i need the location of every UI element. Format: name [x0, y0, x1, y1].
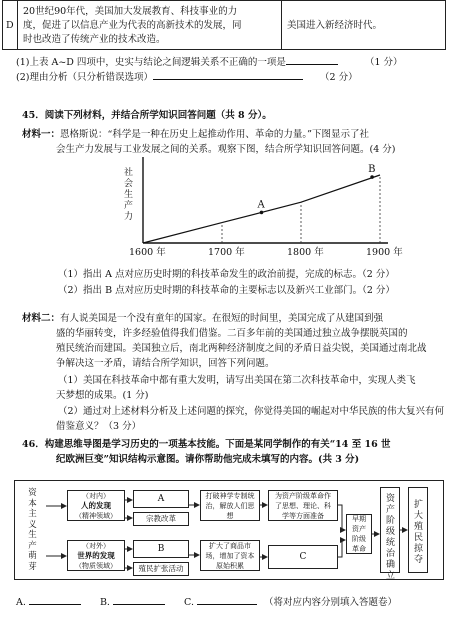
box-world-3: （物质领域） — [75, 561, 117, 570]
box-c-label: C — [299, 552, 307, 562]
table-row-left-2: 度，促进了以信息产业为代表的高新技术的发展，同 — [23, 20, 242, 31]
q44-line1-text: (1)上表 A~D 四项中，史实与结论之间逻辑关系不正确的一项是 — [16, 57, 286, 68]
box-rule-label: 资产阶级统治确立 — [385, 494, 395, 581]
q45-title: 45．阅读下列材料，并结合所学知识回答问题（共 8 分）。 — [22, 110, 272, 121]
q45-material2-label: 材料二： — [22, 313, 61, 324]
chart-x-tick: 1600 年 — [129, 247, 166, 258]
q45-material1-line2: 会生产力发展与工业发展之间的关系。观察下图，结合所学知识回答问题。(4 分) — [56, 144, 396, 155]
q46-title-line2: 纪欧洲巨变”知识结构示意图。请你帮助他完成未填写的内容。(共 3 分) — [56, 454, 360, 465]
box-colony-label: 扩大殖民掠夺 — [413, 500, 423, 565]
q45-m2q2-line1: （2）通过对上述材料分析及上述问题的探究，你觉得美国的崛起对中华民族的伟大复兴有何 — [58, 406, 445, 417]
q45-material2-line4: 争解决这一矛盾，请结合所学知识，回答下列问题。 — [56, 358, 275, 369]
q45-material1-line1: 恩格斯说：“科学是一种在历史上起推动作用、革命的力量。”下图显示了社 — [60, 129, 369, 140]
q45-m2q1-line2: 天梦想的成果。(1 分) — [56, 390, 149, 401]
answer-note: （将对应内容分别填入答题卷） — [264, 597, 398, 608]
chart-ylabel: 社会生产力 — [123, 168, 133, 222]
box-a-label: A — [157, 494, 165, 504]
table-row-letter: D — [6, 20, 14, 31]
box-mid1-label: 打破神学专制统治，解放人们思想 — [205, 491, 255, 520]
chart-x-tick: 1700 年 — [208, 247, 245, 258]
box-human-2: 人的发现 — [81, 500, 111, 510]
q46-answers — [16, 594, 397, 610]
box-bot-mid-label: 扩大了商品市场，增加了资本原始积累 — [205, 541, 255, 570]
q44-line2-score: （2 分） — [320, 72, 358, 83]
q45-q1: （1）指出 A 点对应历史时期的科技革命发生的政治前提，完成的标志。（2 分） — [58, 269, 395, 280]
answer-a-blank[interactable] — [29, 594, 81, 605]
q44-line1-score: （1 分） — [364, 57, 403, 68]
box-human-1: （对内） — [82, 491, 110, 500]
box-mid2-label: 为资产阶级革命作了思想、理论、科学等方面准备 — [275, 491, 331, 520]
answer-b-blank[interactable] — [113, 594, 165, 605]
answer-c-label: C. — [184, 597, 194, 608]
table-row-left-3: 时也改造了传统产业的技术改造。 — [23, 34, 166, 45]
q45-m2q1-line1: （1）美国在科技革命中都有重大发明，请写出美国在第二次科技革命中，实现人类飞 — [58, 375, 416, 386]
box-revolution-label: 早期资产阶级革命 — [352, 515, 366, 553]
q45-material1-label: 材料一： — [22, 129, 61, 140]
q45-q2: （2）指出 B 点对应历史时期的科技革命的主要标志以及新兴工业部门。（2 分） — [58, 285, 395, 296]
box-b-label: B — [157, 544, 165, 554]
chart-x-tick: 1900 年 — [366, 247, 403, 258]
box-colonial-label: 殖民扩张活动 — [138, 564, 184, 573]
answer-c-blank[interactable] — [197, 594, 257, 605]
box-religion-label: 宗教改革 — [146, 514, 176, 523]
mindmap-left-col: 资本主义生产萌芽 — [28, 488, 37, 572]
box-world-2: 世界的发现 — [77, 550, 115, 560]
table-row-right: 美国进入新经济时代。 — [287, 20, 383, 31]
box-world-1: （对外） — [82, 541, 110, 550]
answer-b-label: B. — [99, 597, 110, 608]
q44-line2-text: (2)理由分析（只分析错误选项） — [16, 72, 153, 83]
q45-material2-line2: 盛的华丽转变，许多经验值得我们借鉴。二百多年前的美国通过独立战争摆脱英国的 — [56, 328, 408, 339]
box-human-3: （精神领域） — [75, 511, 117, 520]
q45-m2q2-line2: 借鉴意义？（3 分） — [56, 421, 142, 432]
answer-a-label: A. — [16, 597, 26, 608]
q45-material2-line1: 有人说美国是一个没有童年的国家。在很短的时间里，美国完成了从建国到强 — [60, 313, 384, 324]
chart-x-tick: 1800 年 — [287, 247, 324, 258]
chart-point-label: A — [257, 199, 265, 211]
chart-point-label: B — [368, 164, 376, 176]
q46-title-line1: 46．构建思维导图是学习历史的一项基本技能。下面是某同学制作的有关“14 至 16 世 — [22, 439, 391, 450]
q45-material2-line3: 殖民统治而建国。美国独立后，南北两种经济制度之间的矛盾日益尖锐，美国通过南北战 — [56, 343, 427, 354]
table-row-left-1: 20世纪90年代，美国加大发展教育、科技事业的力 — [23, 6, 238, 17]
